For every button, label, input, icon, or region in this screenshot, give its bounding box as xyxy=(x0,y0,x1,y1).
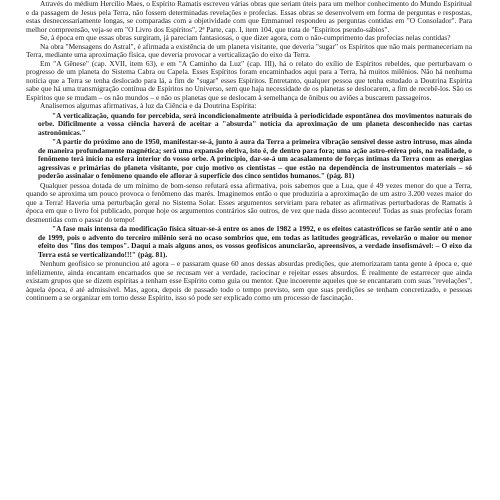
paragraph-mensagens-astral: Na obra "Mensagens do Astral", é afirmada a existência de um planeta visitante, que deveria "sugar" os Espíritos que não mais permaneceriam na Terra, mediante uma aproximação física, que deveria provocar a verticalização do eixo da Terra. xyxy=(26,41,472,59)
paragraph-analisemos: Analisemos algumas afirmativas, à luz da Ciência e da Doutrina Espírita: xyxy=(40,101,257,110)
document-page xyxy=(26,0,472,303)
paragraph-intro: Através do médium Hercílio Maes, o Espírito Ramatís escreveu várias obras que seriam úteis para um melhor conhecimento do Mundo Espiritual e da passagem de Jesus pela Terra, não fossem determinadas revelações e profecias. Essas obras se desenvolvem em forma de perguntas e respostas, estas desnecessariamente longas, se comparadas com a objetividade com que Emmanuel respondeu as perguntas contidas em "O Consolador". Para melhor compreensão, veja-se em "O Livro dos Espíritos", 2ª Parte, cap. I, item 104, que trata de "Espíritos pseudo-sábios". xyxy=(26,0,472,34)
paragraph-genese: Em "A Gênese" (cap. XVII, item 63), e em "A Caminho da Luz" (cap. III), há o relato do exílio de Espíritos rebeldes, que perturbavam o progresso de um planeta do Sistema Cabra ou Capela. Esses Espíritos foram encaminhados aqui para a Terra, há muitos milênios. Não há nenhuma notícia que a Terra se tenha deslocado para lá, a fim de "sugar" esses Espíritos. Entretanto, qualquer pessoa que tenha estudado a Doutrina Espírita sabe que há uma transmigração contínua de Espíritos no Universo, sem que haja necessidade de os planetas se deslocarem, a fim de recebê-los. São os Espíritos que se mudam – os não mundos – e não os planetas que se deslocam à semelhança de ônibus ou aviões a buscarem passageiros. xyxy=(26,58,472,102)
quote-1982-1992: "A fase mais intensa da modificação física situar-se-á entre os anos de 1982 a 1992, e os efeitos catastróficos se farão sentir até o ano de 1999, pois o advento do terceiro milênio será no ocaso sombrios que, em todas as latitudes geográficas, revelarão o maior ou menor efeito dos "fins dos tempos". Daqui a mais alguns anos, os vossos geofísicos anunciarão, apreensivos, a verdade insofismável: – O eixo da Terra está se verticalizando!!!" (pág. 81). xyxy=(38,224,472,259)
paragraph-bom-senso: Qualquer pessoa dotada de um mínimo de bom-senso refutará essa afirmativa, pois sabemos que a Lua, que é 49 vezes menor do que a Terra, quando se aproxima um pouco provoca o fenômeno das marés. Imaginemos então o que produziria a aproximação de um astro 3.200 vezes maior do que a Terra! Haveria uma perturbação geral no Sistema Solar. Esses argumentos serviriam para rebater as afirmativas perturbadoras de Ramatís à época em que o livro foi publicado, porque hoje os argumentos contrários são outros, de vez que nada disso aconteceu! Todas as suas profecias foram desmentidas com o passar do tempo! xyxy=(26,180,472,224)
paragraph-geofisico: Nenhum geofísico se pronunciou até agora – e passaram quase 60 anos dessas absurdas predições, que atemorizaram tanta gente à época e, que infelizmente, ainda encantam encarnados que se recusam ver a verdade, raciocinar e rejeitar esses absurdos. É realmente de estarrecer que ainda existam grupos que se dizem espíritas a tenham esse Espírito como guia ou mentor. Que incoerente aqueles que se encantaram com suas "revelações", àquela época, é até admissível. Mas, agora, depois de passado todo o tempo previsto, sem que suas predições se tenham concretizado, e pessoas continuem a se organizar em torno desse Espírito, isso só pode ser explicado como um processo de fascinação. xyxy=(26,259,472,302)
quote-verticalizacao: "A verticalização, quando for percebida, será incondicionalmente atribuída à periodicidade espontânea dos movimentos naturais do orbe. Dificilmente a vossa ciência haverá de aceitar a "absurda" notícia da aproximação de um planeta desconhecido nas cartas astronômicas." xyxy=(38,110,472,137)
quote-1950: "A partir do próximo ano de 1950, manifestar-se-á, junto à aura da Terra a primeira vibração sensível desse astro intruso, mas ainda de maneira profundamente magnética; será uma expansão eletiva, isto é, de dentro para fora; uma ação astro-etérea pois, na realidade, o fenômeno terá início na esfera interior do vosso orbe. A princípio, dar-se-á um acasalamento de forças íntimas da Terra com as energias agressivas e primárias do planeta visitante, por cujo motivo os cientistas – que estão na dependência de instrumentos materiais – só poderão assinalar o fenômeno quando ele aflorar à superfície dos cinco sentidos humanos." (pág. 81) xyxy=(38,137,472,180)
paragraph-question: Se, à época em que essas obras surgiram, já pareciam fantasiosas, o que dizer agora, com o não-cumprimento das profecias nelas contidas? xyxy=(40,33,451,42)
